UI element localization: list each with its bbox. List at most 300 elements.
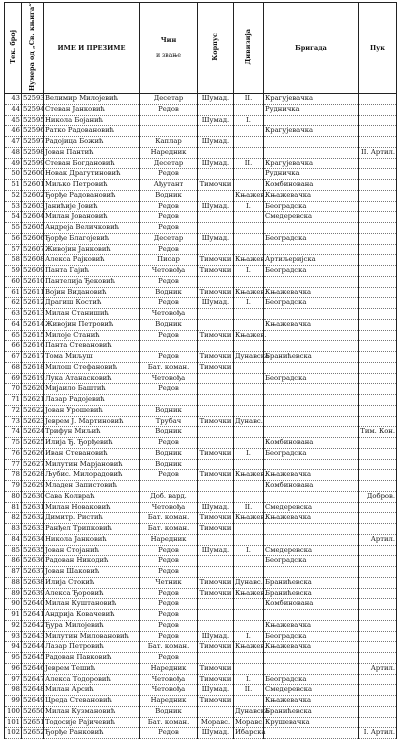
brigade-cell: Књажевачка	[264, 696, 359, 707]
person-name-cell: Миљко Петровић	[44, 180, 140, 191]
ordinal-number-cell: 97	[5, 674, 22, 685]
regiment-cell	[359, 653, 397, 664]
header-division: Дивизија	[234, 3, 264, 94]
ordinal-number-cell: 47	[5, 137, 22, 148]
ordinal-number-cell: 77	[5, 459, 22, 470]
division-cell: II.	[234, 502, 264, 513]
table-row	[5, 502, 397, 513]
brigade-cell	[264, 728, 359, 739]
book-number-cell: 52629	[22, 481, 44, 492]
brigade-cell	[264, 362, 359, 373]
ordinal-number-cell: 50	[5, 169, 22, 180]
ordinal-number-cell: 95	[5, 653, 22, 664]
division-cell	[234, 126, 264, 137]
division-cell	[234, 405, 264, 416]
ordinal-number-cell: 70	[5, 384, 22, 395]
rank-cell: Трубач	[140, 416, 198, 427]
rank-cell: Редов	[140, 352, 198, 363]
brigade-cell	[264, 137, 359, 148]
division-cell	[234, 233, 264, 244]
person-name-cell: Андрија Ковачевић	[44, 610, 140, 621]
table-row	[5, 212, 397, 223]
corps-cell	[198, 706, 234, 717]
table-row	[5, 362, 397, 373]
ordinal-number-cell: 43	[5, 94, 22, 105]
brigade-cell	[264, 524, 359, 535]
division-cell	[234, 438, 264, 449]
corps-cell	[198, 309, 234, 320]
book-number-cell: 52602	[22, 190, 44, 201]
ordinal-number-cell: 55	[5, 223, 22, 234]
division-cell	[234, 223, 264, 234]
ordinal-number-cell: 84	[5, 534, 22, 545]
brigade-cell: Књажевачка	[264, 642, 359, 653]
ordinal-number-cell: 59	[5, 266, 22, 277]
division-cell: Књажев.	[234, 642, 264, 653]
corps-cell: Тимочки	[198, 588, 234, 599]
table-row	[5, 438, 397, 449]
brigade-cell: Бранићевска	[264, 588, 359, 599]
ordinal-number-cell: 49	[5, 158, 22, 169]
corps-cell	[198, 459, 234, 470]
table-row	[5, 255, 397, 266]
ordinal-number-cell: 64	[5, 319, 22, 330]
ordinal-number-cell: 62	[5, 298, 22, 309]
person-name-cell: Ђура Милојевић	[44, 620, 140, 631]
table-row	[5, 524, 397, 535]
corps-cell: Шумад.	[198, 115, 234, 126]
division-cell: I.	[234, 631, 264, 642]
header-rank: Чин и звање	[140, 3, 198, 94]
regiment-cell	[359, 115, 397, 126]
corps-cell	[198, 341, 234, 352]
table-row	[5, 104, 397, 115]
book-number-cell: 52615	[22, 330, 44, 341]
table-row	[5, 373, 397, 384]
corps-cell: Тимочки	[198, 674, 234, 685]
rank-cell: Четовођа	[140, 674, 198, 685]
brigade-cell: Крагујевачка	[264, 126, 359, 137]
corps-cell	[198, 481, 234, 492]
book-number-cell: 52626	[22, 448, 44, 459]
division-cell	[234, 653, 264, 664]
header-ordinal-number: Тек. број	[5, 3, 22, 94]
division-cell	[234, 599, 264, 610]
brigade-cell: Београдска	[264, 266, 359, 277]
ordinal-number-cell: 60	[5, 276, 22, 287]
regiment-cell: II. Артил.	[359, 147, 397, 158]
table-row	[5, 276, 397, 287]
corps-cell: Тимочки	[198, 448, 234, 459]
brigade-cell	[264, 491, 359, 502]
corps-cell: Тимочки	[198, 362, 234, 373]
person-name-cell: Стеван Јанковић	[44, 104, 140, 115]
corps-cell: Шумад.	[198, 728, 234, 739]
brigade-cell: Рудничка	[264, 104, 359, 115]
person-name-cell: Живојин Јанковић	[44, 244, 140, 255]
ordinal-number-cell: 89	[5, 588, 22, 599]
rank-cell: Наредник	[140, 147, 198, 158]
brigade-cell	[264, 610, 359, 621]
division-cell: I.	[234, 266, 264, 277]
corps-cell: Тимочки	[198, 416, 234, 427]
rank-cell: Наредник	[140, 696, 198, 707]
division-cell: Моравс.	[234, 717, 264, 728]
regiment-cell	[359, 104, 397, 115]
rank-cell: Водник	[140, 405, 198, 416]
regiment-cell	[359, 642, 397, 653]
person-name-cell: Јанићије Јовић	[44, 201, 140, 212]
header-row	[5, 3, 397, 94]
book-number-cell: 52605	[22, 223, 44, 234]
table-row	[5, 674, 397, 685]
division-cell: II.	[234, 685, 264, 696]
division-cell: I.	[234, 201, 264, 212]
table-row	[5, 685, 397, 696]
regiment-cell	[359, 674, 397, 685]
table-row	[5, 352, 397, 363]
brigade-cell	[264, 405, 359, 416]
ordinal-number-cell: 53	[5, 201, 22, 212]
table-row	[5, 190, 397, 201]
brigade-cell: Комбинована	[264, 599, 359, 610]
table-row	[5, 287, 397, 298]
table-row	[5, 223, 397, 234]
rank-cell: Наредник	[140, 663, 198, 674]
brigade-cell	[264, 384, 359, 395]
book-number-cell: 52648	[22, 685, 44, 696]
table-row	[5, 706, 397, 717]
ordinal-number-cell: 99	[5, 696, 22, 707]
corps-cell	[198, 147, 234, 158]
ordinal-number-cell: 72	[5, 405, 22, 416]
brigade-cell: Крагујевачка	[264, 158, 359, 169]
division-cell	[234, 459, 264, 470]
brigade-cell: Београдска	[264, 298, 359, 309]
brigade-cell: Крушевачка	[264, 717, 359, 728]
header-book-number: Нумера од „Св. књига“	[22, 3, 44, 94]
book-number-cell: 52611	[22, 287, 44, 298]
table-row	[5, 459, 397, 470]
corps-cell: Тимочки	[198, 577, 234, 588]
person-name-cell: Лазар Петровић	[44, 642, 140, 653]
corps-cell	[198, 384, 234, 395]
rank-cell: Четовођа	[140, 309, 198, 320]
regiment-cell	[359, 685, 397, 696]
rank-cell: Десетар	[140, 94, 198, 105]
rank-cell: Водник	[140, 319, 198, 330]
corps-cell	[198, 653, 234, 664]
register-body	[5, 94, 397, 739]
rank-cell: Редов	[140, 438, 198, 449]
person-name-cell: Војин Видановић	[44, 287, 140, 298]
regiment-cell	[359, 94, 397, 105]
brigade-cell: Београдска	[264, 631, 359, 642]
corps-cell	[198, 190, 234, 201]
regiment-cell	[359, 620, 397, 631]
corps-cell: Тимочки	[198, 352, 234, 363]
person-name-cell: Иван Стевановић	[44, 448, 140, 459]
brigade-cell: Смедеревска	[264, 502, 359, 513]
book-number-cell: 52635	[22, 545, 44, 556]
person-name-cell: Милоје Станић	[44, 330, 140, 341]
ordinal-number-cell: 71	[5, 395, 22, 406]
regiment-cell	[359, 470, 397, 481]
corps-cell	[198, 427, 234, 438]
corps-cell	[198, 620, 234, 631]
division-cell: Дунавс.	[234, 416, 264, 427]
brigade-cell	[264, 567, 359, 578]
rank-cell: Водник	[140, 190, 198, 201]
brigade-cell	[264, 223, 359, 234]
corps-cell: Тимочки	[198, 266, 234, 277]
division-cell	[234, 567, 264, 578]
division-cell	[234, 610, 264, 621]
corps-cell	[198, 319, 234, 330]
ordinal-number-cell: 88	[5, 577, 22, 588]
person-name-cell: Милутин Миловановић	[44, 631, 140, 642]
person-name-cell: Милан Јовановић	[44, 212, 140, 223]
regiment-cell: Артил.	[359, 534, 397, 545]
table-row	[5, 599, 397, 610]
regiment-cell	[359, 330, 397, 341]
regiment-cell	[359, 319, 397, 330]
table-row	[5, 470, 397, 481]
person-name-cell: Стеван Богдановић	[44, 158, 140, 169]
regiment-cell	[359, 438, 397, 449]
ordinal-number-cell: 44	[5, 104, 22, 115]
brigade-cell: Рудничка	[264, 169, 359, 180]
book-number-cell: 52642	[22, 620, 44, 631]
ordinal-number-cell: 68	[5, 362, 22, 373]
ordinal-number-cell: 76	[5, 448, 22, 459]
regiment-cell	[359, 610, 397, 621]
rank-cell: Редов	[140, 653, 198, 664]
brigade-cell: Комбинована	[264, 481, 359, 492]
regiment-cell	[359, 276, 397, 287]
person-name-cell: Алекса Рајковић	[44, 255, 140, 266]
table-row	[5, 427, 397, 438]
book-number-cell: 52637	[22, 567, 44, 578]
person-name-cell: Радован Павковић	[44, 653, 140, 664]
header-name: ИМЕ И ПРЕЗИМЕ	[44, 3, 140, 94]
person-name-cell: Младен Запистовић	[44, 481, 140, 492]
book-number-cell: 52643	[22, 631, 44, 642]
table-row	[5, 620, 397, 631]
rank-cell	[140, 341, 198, 352]
brigade-cell: Књажевачка	[264, 319, 359, 330]
table-row	[5, 147, 397, 158]
corps-cell	[198, 491, 234, 502]
rank-cell: Четовођа	[140, 266, 198, 277]
brigade-cell	[264, 416, 359, 427]
ordinal-number-cell: 58	[5, 255, 22, 266]
ordinal-number-cell: 83	[5, 524, 22, 535]
corps-cell	[198, 567, 234, 578]
regiment-cell	[359, 448, 397, 459]
book-number-cell: 52621	[22, 395, 44, 406]
corps-cell	[198, 438, 234, 449]
division-cell	[234, 341, 264, 352]
ordinal-number-cell: 92	[5, 620, 22, 631]
division-cell	[234, 276, 264, 287]
corps-cell: Тимочки	[198, 524, 234, 535]
person-name-cell: Димитр. Ристић	[44, 513, 140, 524]
book-number-cell: 52613	[22, 309, 44, 320]
person-name-cell: Милан Станишић	[44, 309, 140, 320]
table-row	[5, 481, 397, 492]
brigade-cell: Комбинована	[264, 180, 359, 191]
regiment-cell	[359, 459, 397, 470]
person-name-cell: Панта Гајић	[44, 266, 140, 277]
rank-cell: Редов	[140, 298, 198, 309]
regiment-cell	[359, 212, 397, 223]
corps-cell	[198, 223, 234, 234]
division-cell: Књажев.	[234, 190, 264, 201]
rank-cell: Четовођа	[140, 373, 198, 384]
table-row	[5, 653, 397, 664]
ordinal-number-cell: 80	[5, 491, 22, 502]
rank-cell: Редов	[140, 567, 198, 578]
ordinal-number-cell: 98	[5, 685, 22, 696]
table-row	[5, 567, 397, 578]
ordinal-number-cell: 67	[5, 352, 22, 363]
regiment-cell: Добров.	[359, 491, 397, 502]
rank-cell: Бат. коман.	[140, 642, 198, 653]
rank-cell: Редов	[140, 556, 198, 567]
register-table	[4, 2, 397, 739]
rank-cell: Редов	[140, 610, 198, 621]
rank-cell: Редов	[140, 384, 198, 395]
ordinal-number-cell: 87	[5, 567, 22, 578]
regiment-cell	[359, 696, 397, 707]
book-number-cell: 52594	[22, 104, 44, 115]
division-cell	[234, 384, 264, 395]
book-number-cell: 52623	[22, 416, 44, 427]
regiment-cell	[359, 223, 397, 234]
regiment-cell	[359, 362, 397, 373]
table-row	[5, 556, 397, 567]
person-name-cell: Тодосије Рајичевић	[44, 717, 140, 728]
person-name-cell: Милан Куштановић	[44, 599, 140, 610]
book-number-cell: 52622	[22, 405, 44, 416]
book-number-cell: 52616	[22, 341, 44, 352]
regiment-cell	[359, 577, 397, 588]
person-name-cell: Никола Бојанић	[44, 115, 140, 126]
rank-cell: Редов	[140, 620, 198, 631]
regiment-cell	[359, 180, 397, 191]
regiment-cell	[359, 631, 397, 642]
brigade-cell: Бранићевска	[264, 352, 359, 363]
rank-cell: Водник	[140, 287, 198, 298]
brigade-cell: Београдска	[264, 233, 359, 244]
corps-cell: Шумад.	[198, 502, 234, 513]
corps-cell	[198, 556, 234, 567]
rank-cell: Бат. коман.	[140, 524, 198, 535]
rank-cell: Десетар	[140, 158, 198, 169]
division-cell	[234, 427, 264, 438]
rank-cell: Редов	[140, 244, 198, 255]
person-name-cell: Милан Новаковић	[44, 502, 140, 513]
regiment-cell	[359, 298, 397, 309]
regiment-cell	[359, 287, 397, 298]
corps-cell: Тимочки	[198, 696, 234, 707]
regiment-cell	[359, 416, 397, 427]
regiment-cell: Тим. Кон.	[359, 427, 397, 438]
corps-cell: Шумад.	[198, 158, 234, 169]
division-cell	[234, 491, 264, 502]
book-number-cell: 52604	[22, 212, 44, 223]
division-cell: I.	[234, 674, 264, 685]
table-row	[5, 330, 397, 341]
table-row	[5, 631, 397, 642]
book-number-cell: 52652	[22, 728, 44, 739]
ordinal-number-cell: 96	[5, 663, 22, 674]
person-name-cell: Радојица Божић	[44, 137, 140, 148]
person-name-cell: Трифун Миљић	[44, 427, 140, 438]
book-number-cell: 52599	[22, 158, 44, 169]
corps-cell	[198, 395, 234, 406]
brigade-cell: Београдска	[264, 448, 359, 459]
rank-cell	[140, 115, 198, 126]
regiment-cell	[359, 599, 397, 610]
table-row	[5, 642, 397, 653]
book-number-cell: 52634	[22, 534, 44, 545]
book-number-cell: 52649	[22, 696, 44, 707]
table-row	[5, 416, 397, 427]
book-number-cell: 52617	[22, 352, 44, 363]
division-cell	[234, 319, 264, 330]
corps-cell: Шумад.	[198, 545, 234, 556]
person-name-cell: Ранђел Трипковић	[44, 524, 140, 535]
division-cell: Књажев.	[234, 255, 264, 266]
table-row	[5, 384, 397, 395]
corps-cell	[198, 169, 234, 180]
person-name-cell: Милутин Марјановић	[44, 459, 140, 470]
person-name-cell: Драгиш Костић	[44, 298, 140, 309]
division-cell	[234, 147, 264, 158]
person-name-cell: Ђорђе Ранковић	[44, 728, 140, 739]
brigade-cell	[264, 341, 359, 352]
regiment-cell	[359, 481, 397, 492]
corps-cell: Тимочки	[198, 255, 234, 266]
division-cell	[234, 524, 264, 535]
book-number-cell: 52593	[22, 94, 44, 105]
person-name-cell: Алекса Ђоровић	[44, 588, 140, 599]
regiment-cell	[359, 588, 397, 599]
brigade-cell	[264, 534, 359, 545]
rank-cell: Четник	[140, 577, 198, 588]
table-row	[5, 94, 397, 105]
division-cell	[234, 556, 264, 567]
regiment-cell	[359, 556, 397, 567]
person-name-cell: Алекса Тодоровић	[44, 674, 140, 685]
regiment-cell	[359, 158, 397, 169]
regiment-cell	[359, 137, 397, 148]
division-cell	[234, 212, 264, 223]
ordinal-number-cell: 52	[5, 190, 22, 201]
division-cell: I.	[234, 545, 264, 556]
table-row	[5, 233, 397, 244]
book-number-cell: 52651	[22, 717, 44, 728]
ordinal-number-cell: 75	[5, 438, 22, 449]
book-number-cell: 52628	[22, 470, 44, 481]
person-name-cell: Андреја Величковић	[44, 223, 140, 234]
book-number-cell: 52598	[22, 147, 44, 158]
brigade-cell	[264, 427, 359, 438]
person-name-cell: Ђорђе Радовановић	[44, 190, 140, 201]
ordinal-number-cell: 79	[5, 481, 22, 492]
